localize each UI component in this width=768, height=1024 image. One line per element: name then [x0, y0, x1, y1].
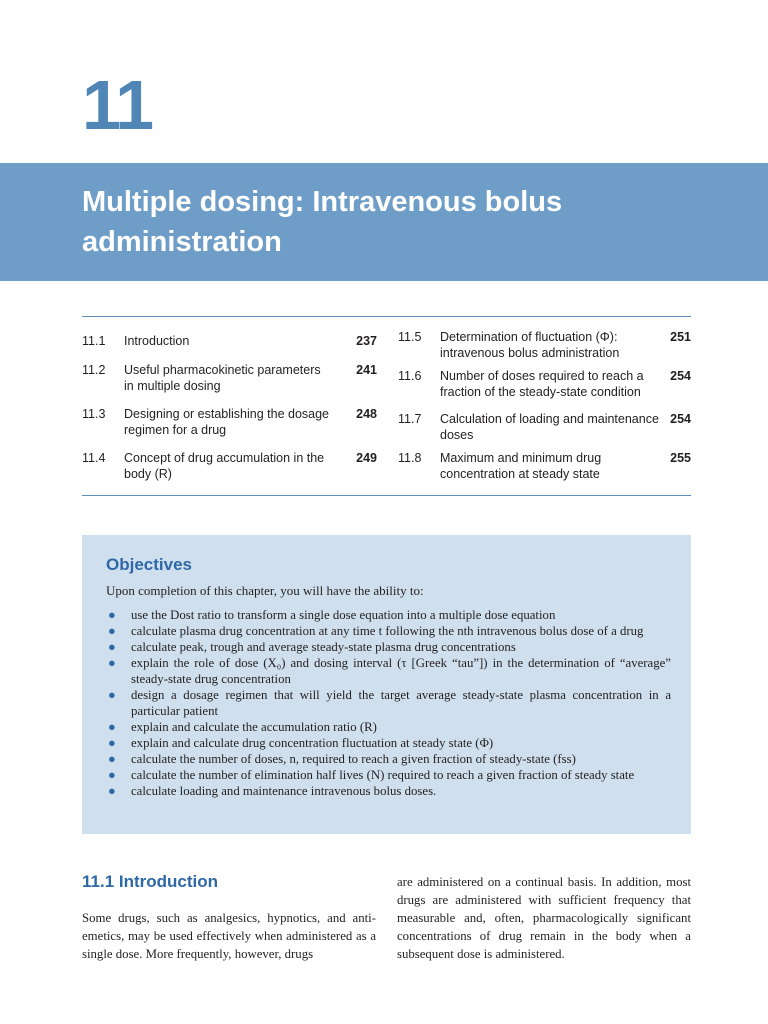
toc-section-number: 11.8 — [398, 451, 422, 465]
bullet-icon: ● — [108, 640, 116, 654]
toc-section-number: 11.5 — [398, 330, 422, 344]
objectives-intro: Upon completion of this chapter, you will have the ability to: — [106, 583, 424, 598]
toc-section-title: Introduction — [124, 334, 190, 348]
toc-page-number: 255 — [670, 451, 691, 465]
bullet-icon: ● — [108, 736, 116, 750]
toc-section-number: 11.2 — [82, 363, 106, 377]
toc-section-title: Designing or establishing the dosage regimen for a drug — [124, 407, 329, 437]
objective-text: explain the role of dose (X₀) and dosing interval (τ [Greek “tau”]) in the determination of “average” steady-state drug concentration — [131, 656, 671, 686]
toc-page-number: 251 — [670, 330, 691, 344]
body-text-right: are administered on a continual basis. In addition, most drugs are administered with sufficient frequency that measurable and, often, pharmacologically significant concentrations of drug remain in the body when a subsequent dose is administered. — [397, 875, 691, 961]
objective-text: calculate plasma drug concentration at any time t following the nth intravenous bolus dose of a drug — [131, 624, 644, 638]
toc-section-number: 11.1 — [82, 334, 106, 348]
bullet-icon: ● — [108, 720, 116, 734]
bullet-icon: ● — [108, 608, 116, 622]
toc-section-number: 11.4 — [82, 451, 106, 465]
table-of-contents — [82, 316, 691, 496]
objective-item — [106, 783, 671, 799]
objective-item — [106, 735, 671, 751]
objective-item — [106, 655, 671, 687]
toc-page-number: 249 — [356, 451, 377, 465]
toc-page-number: 254 — [670, 369, 691, 383]
objective-item — [106, 639, 671, 655]
objective-item — [106, 687, 671, 719]
objectives-list — [106, 607, 671, 799]
objectives-heading: Objectives — [106, 555, 192, 574]
toc-section-title: Number of doses required to reach a fraction of the steady-state condition — [440, 369, 644, 399]
bullet-icon: ● — [108, 784, 116, 798]
chapter-number: 11 — [82, 66, 152, 144]
toc-section-title: Determination of fluctuation (Φ): intravenous bolus administration — [440, 330, 620, 360]
objective-item — [106, 719, 671, 735]
toc-page-number: 237 — [356, 334, 377, 348]
toc-section-number: 11.3 — [82, 407, 106, 421]
objective-item — [106, 751, 671, 767]
toc-page-number: 248 — [356, 407, 377, 421]
toc-section-title: Concept of drug accumulation in the body (R) — [124, 451, 325, 481]
toc-section-number: 11.6 — [398, 369, 422, 383]
objective-text: use the Dost ratio to transform a single dose equation into a multiple dose equation — [131, 608, 556, 622]
bullet-icon: ● — [108, 624, 116, 638]
toc-page-number: 241 — [356, 363, 377, 377]
objective-text: calculate the number of doses, n, required to reach a given fraction of steady-state (fss) — [131, 752, 576, 766]
toc-page-number: 254 — [670, 412, 691, 426]
bullet-icon: ● — [108, 688, 116, 702]
chapter-title: Multiple dosing: Intravenous bolus administration — [82, 186, 563, 258]
objective-text: calculate peak, trough and average steady-state plasma drug concentrations — [131, 640, 516, 654]
objectives-box — [82, 535, 691, 834]
objective-item — [106, 607, 671, 623]
objective-text: explain and calculate the accumulation ratio (R) — [131, 720, 377, 734]
objective-text: explain and calculate drug concentration fluctuation at steady state (Φ) — [131, 736, 494, 750]
bullet-icon: ● — [108, 768, 116, 782]
objective-text: calculate loading and maintenance intravenous bolus doses. — [131, 784, 437, 798]
toc-section-number: 11.7 — [398, 412, 422, 426]
objective-item — [106, 767, 671, 783]
toc-section-title: Useful pharmacokinetic parameters in multiple dosing — [124, 363, 321, 393]
section-heading: 11.1 Introduction — [82, 872, 219, 891]
objective-text: calculate the number of elimination half lives (N) required to reach a given fraction of steady state — [131, 768, 635, 782]
bullet-icon: ● — [108, 752, 116, 766]
toc-section-title: Calculation of loading and maintenance doses — [440, 412, 659, 442]
objective-text: design a dosage regimen that will yield the target average steady-state plasma concentration in a particular patient — [131, 688, 671, 718]
body-text-left: Some drugs, such as analgesics, hypnotics, and anti-emetics, may be used effectively when administered as a single dose. More frequently, however, drugs — [82, 911, 376, 961]
toc-section-title: Maximum and minimum drug concentration at steady state — [440, 451, 602, 481]
objective-item — [106, 623, 671, 639]
bullet-icon: ● — [108, 656, 116, 670]
